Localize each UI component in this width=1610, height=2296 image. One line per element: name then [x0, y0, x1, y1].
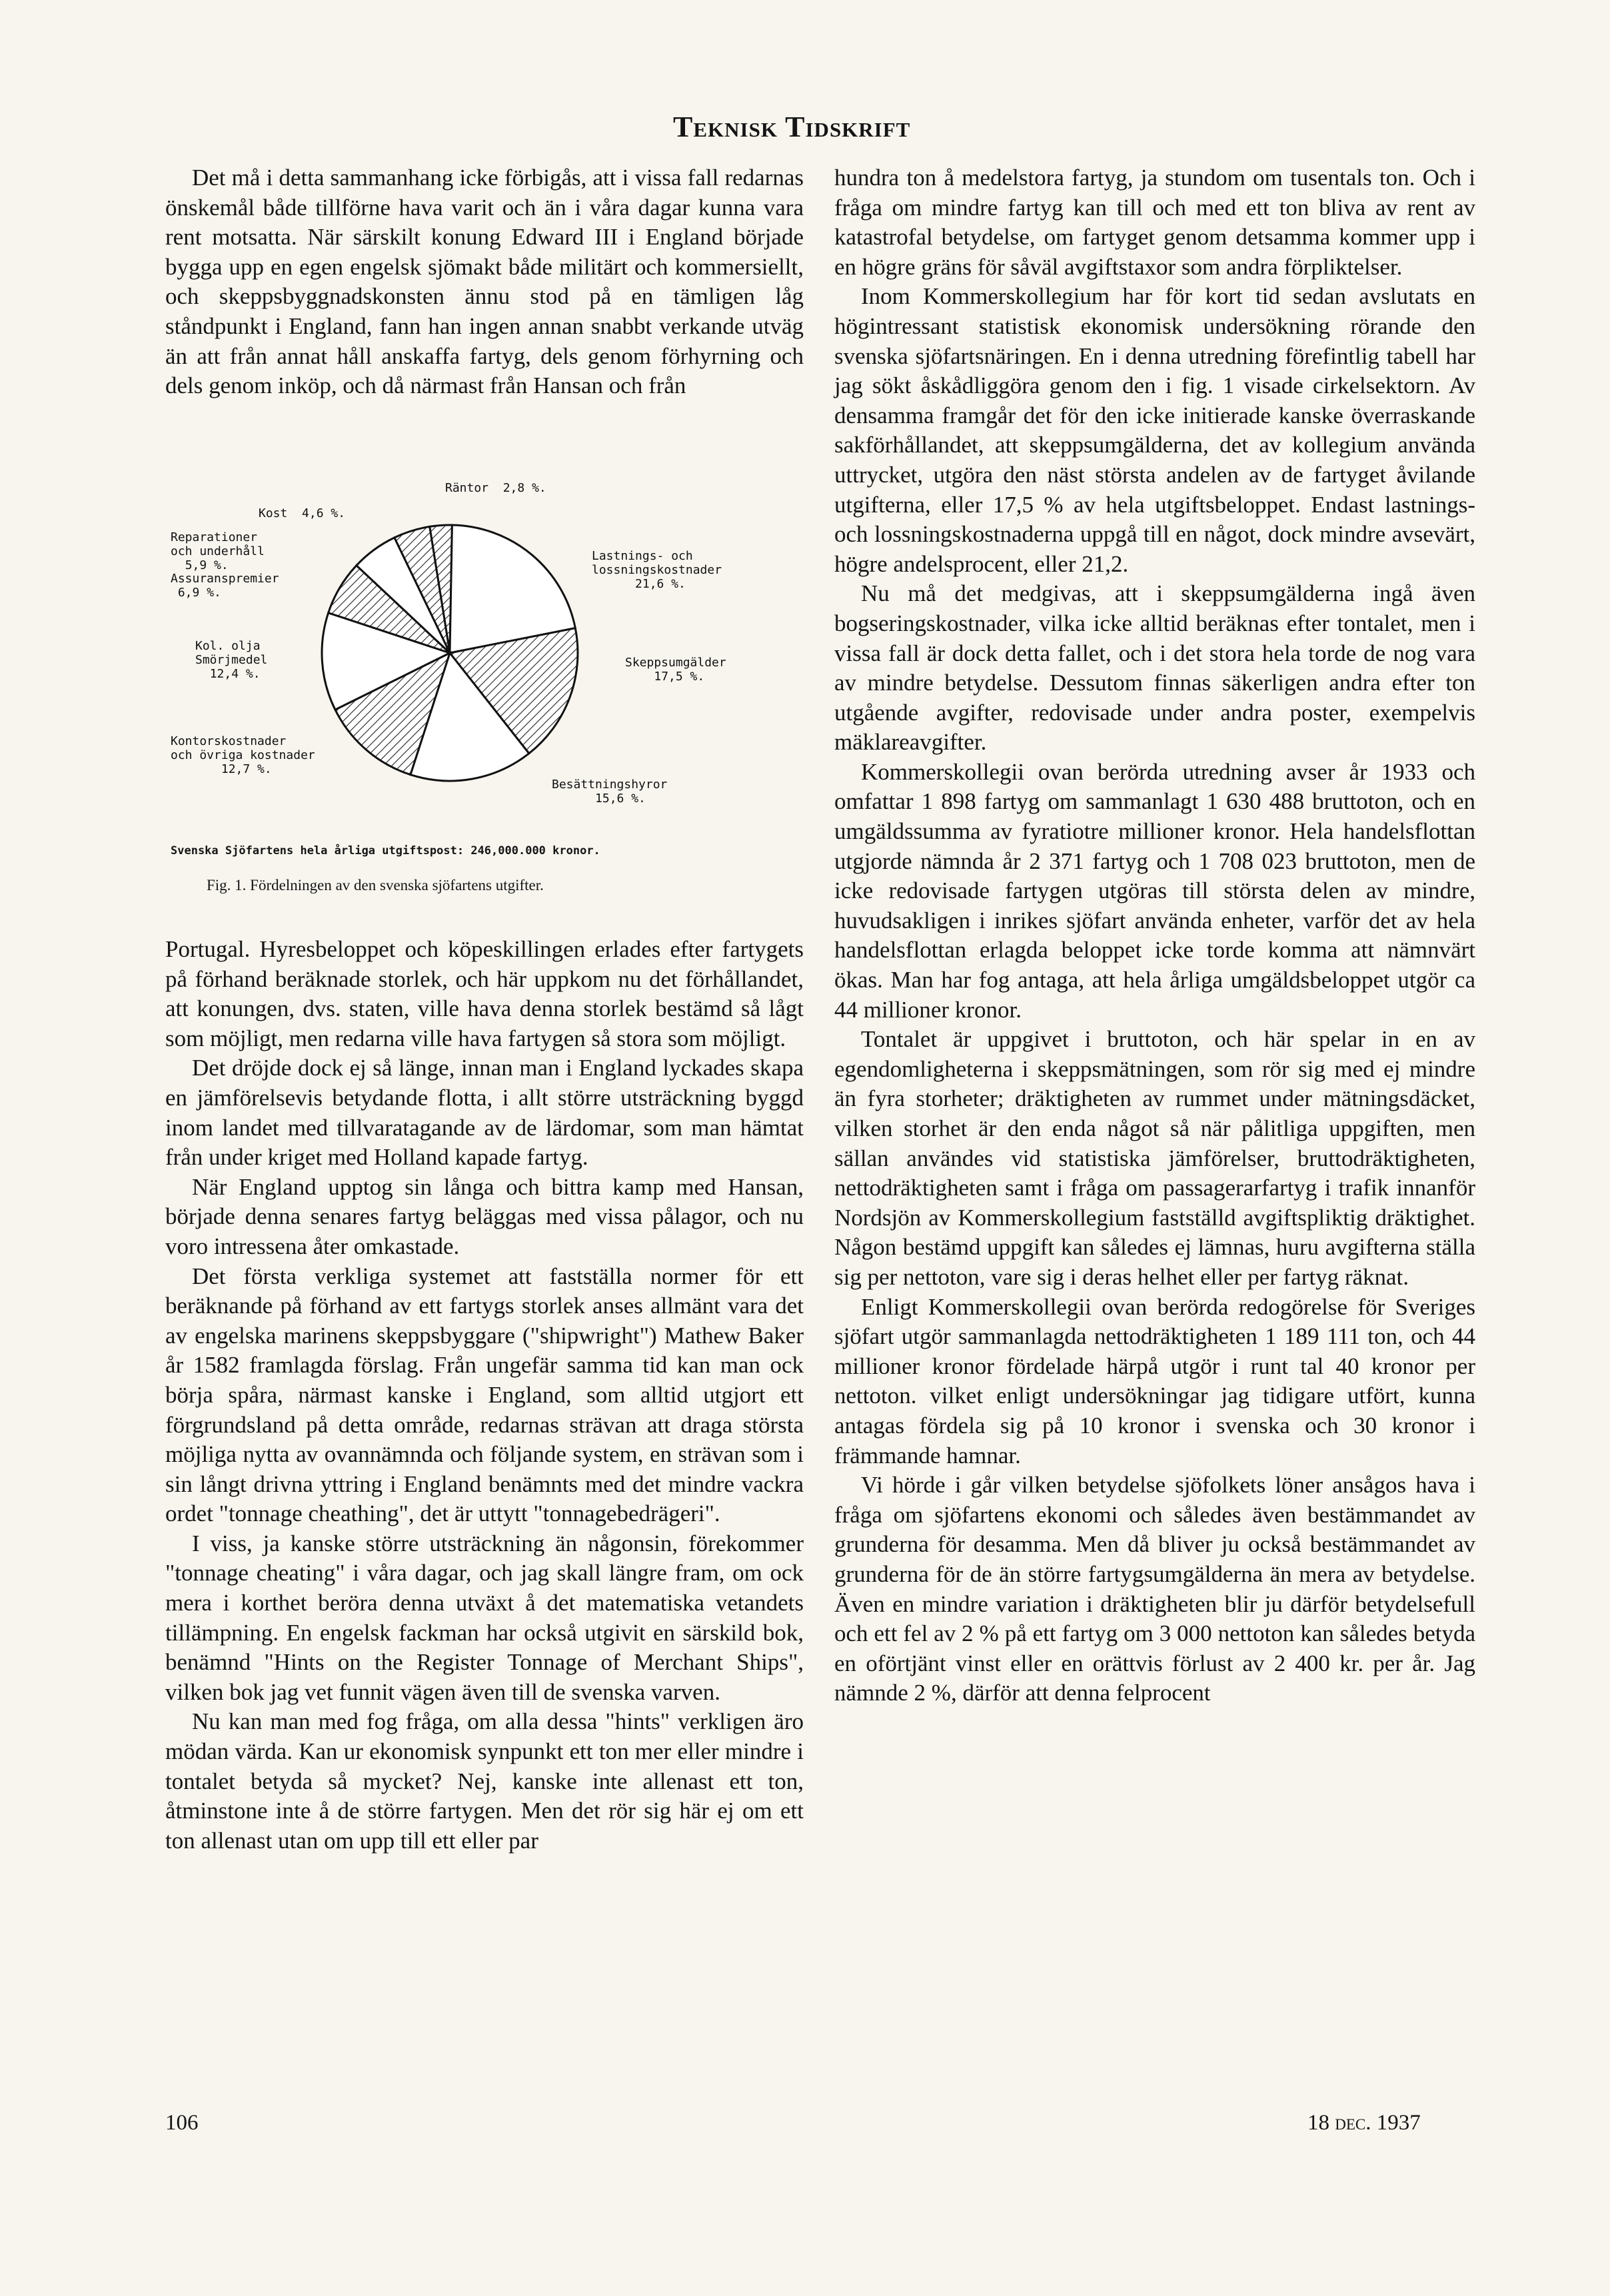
label-assurans: Assuranspremier 6,9 %.: [171, 572, 279, 600]
paragraph: hundra ton å medelstora fartyg, ja stundom om tusentals ton. Och i fråga om mindre fartyg kan till och med ett ton bliva av rent av katastrofal betydelse, om fartyget genom detsamma kommer upp i en högre gräns för såväl avgiftstaxor som andra förpliktelser.: [834, 165, 1475, 280]
paragraph: Portugal. Hyresbeloppet och köpeskillingen erlades efter fartygets på förhand beräknade storlek, och här uppkom nu det förhållandet, att konungen, dvs. staten, ville hava denna storlek bestämd så lågt som möjligt, men redarna ville hava fartygen så stora som möjligt.: [165, 936, 804, 1051]
paragraph: Det första verkliga systemet att fastställa normer för ett beräknande på förhand av ett fartygs storlek anses allmänt vara det av engelska marinens skeppsbyggare ("shipwright") Mathew Baker år 1582 framlagda förslag. Från ungefär samma tid kan man ock börja spåra, närmast kanske i England, som alltid utgjort ett förgrundsland på detta område, redarnas strävan att draga största möjliga nytta av ovannämnda och följande system, en strävan som i sin långt drivna yttring i England benämnts med det mindre vackra ordet "tonnage cheathing", det är uttytt "tonnagebedrägeri".: [165, 1263, 804, 1527]
paragraph: Kommerskollegii ovan berörda utredning avser år 1933 och omfattar 1 898 fartyg om sammanlagt 1 630 488 bruttoton, och en umgäldssumma av fyratiotre millioner kronor. Hela handelsflottan utgjorde nämnda år 2 371 fartyg och 1 708 023 bruttoton, men de icke redovisade fartygen utgöras till största delen av mindre, huvudsakligen i inrikes sjöfart använda enheter, varför det av hela handelsflottan erlagda beloppet icke torde komma att nämnvärt ökas. Man har fog antaga, att hela årliga umgäldsbeloppet utgör ca 44 millioner kronor.: [834, 758, 1475, 1023]
running-head: Teknisk Tidskrift: [673, 111, 911, 143]
label-besattning: Besättningshyror 15,6 %.: [552, 778, 668, 806]
paragraph: Det dröjde dock ej så länge, innan man i England lyckades skapa en jämförelsevis betydande flotta, i allt större utsträckning byggd inom landet med tillvaratagande av de lärdomar, som man hämtat från under kriget med Holland kapade fartyg.: [165, 1055, 804, 1171]
paragraph: Vi hörde i går vilken betydelse sjöfolkets löner ansågos hava i fråga om sjöfartens ekonomi och således även bestämmandet av grunderna för desamma. Men då bliver ju också bestämmandet av grunderna för de än större fartygsumgälderna än mera av betydelse. Även en mindre variation i dräktigheten blir ju därför betydelsefull och ett fel av 2 % på ett fartyg om 3 000 nettoton kan således betyda en oförtjänt vinst eller en orättvis förlust av 2 400 kr. per år. Jag nämnde 2 %, därför att denna felprocent: [834, 1472, 1475, 1706]
issue-date: 18 dec. 1937: [1307, 2111, 1421, 2135]
label-skeppsumgalder: Skeppsumgälder 17,5 %.: [625, 656, 726, 684]
label-lastning: Lastnings- och lossningskostnader 21,6 %.: [592, 549, 722, 591]
label-kontor: Kontorskostnader och övriga kostnader 12,7 %.: [171, 734, 315, 776]
paragraph: I viss, ja kanske större utsträckning än någonsin, förekommer "tonnage cheating" i våra dagar, och jag skall längre fram, om ock mera i korthet beröra denna utväxt å det matematiska vetandets tillämpning. En engelsk fackman har också utgivit en särskild bok, benämnd "Hints on the Register Tonnage of Merchant Ships", vilken bok jag vet funnit vägen även till de svenska varven.: [165, 1530, 804, 1705]
page-number: 106: [165, 2111, 199, 2135]
left-column-bottom: [165, 935, 804, 1856]
paragraph: Nu må det medgivas, att i skeppsumgälderna ingå även bogseringskostnader, vilka icke alltid beräknas efter tontalet, men i vissa fall är dock detta fallet, och i det stora hela torde de nog vara av mindre betydelse. Dessutom finnas säkerligen andra efter ton utgående avgifter, redovisade under andra poster, exempelvis mäklareavgifter.: [834, 580, 1475, 756]
chart-title: Svenska Sjöfartens hela årliga utgiftspost: 246,000.000 kronor.: [171, 844, 600, 858]
label-reparation: Reparationer och underhåll 5,9 %.: [171, 530, 265, 572]
figure-pie-chart: [165, 474, 804, 901]
figure-caption: Fig. 1. Fördelningen av den svenska sjöfartens utgifter.: [207, 877, 544, 893]
label-rantor: Räntor 2,8 %.: [445, 481, 546, 495]
paragraph: Inom Kommerskollegium har för kort tid sedan avslutats en högintressant statistisk ekonomisk undersökning rörande den svenska sjöfartsnäringen. En i denna utredning förefintlig tabell har jag sökt åskådliggöra genom den i fig. 1 visade cirkelsektorn. Av densamma framgår det för den icke initierade kanske överraskande sakförhållandet, att skeppsumgälderna, det av kollegium använda uttrycket, utgöra den näst största andelen av de fartyget åvilande utgifterna, eller 17,5 % av hela utgiftsbeloppet. Endast lastnings- och lossningskostnaderna uppgå till en något, dock mindre avsevärt, högre andelsprocent, eller 21,2.: [834, 283, 1475, 577]
right-column: [834, 163, 1475, 1708]
left-column-top: [165, 163, 804, 401]
paragraph: Tontalet är uppgivet i bruttoton, och här spelar in en av egendomligheterna i skeppsmätningen, som rör sig med ej mindre än fyra storheter; dräktigheten av rummet under mätningsdäcket, vilken storhet är den enda något så när pålitliga uppgiften, men sällan användes vid statistiska jämförelser, bruttodräktigheten, nettodräktigheten samt i fråga om passagerarfartyg i trafik innanför Nordsjön av Kommerskollegium fastställd avgiftspliktig dräktighet. Någon bestämd uppgift kan således ej lämnas, huru avgifterna ställa sig per nettoton, vare sig i deras helhet eller per fartyg räknat.: [834, 1026, 1475, 1290]
paragraph: Nu kan man med fog fråga, om alla dessa "hints" verkligen äro mödan värda. Kan ur ekonomisk synpunkt ett ton mer eller mindre i tontalet betyda så mycket? Nej, kanske inte allenast ett ton, åtminstone inte å de större fartygen. Men det rör sig här ej om ett ton allenast utan om upp till ett eller par: [165, 1708, 804, 1854]
paragraph: När England upptog sin långa och bittra kamp med Hansan, började denna senares fartyg beläggas med vissa pålagor, och nu voro intressena åter omkastade.: [165, 1173, 804, 1259]
label-kost: Kost 4,6 %.: [259, 506, 346, 520]
paragraph: Det må i detta sammanhang icke förbigås, att i vissa fall redarnas önskemål både tillförne hava varit och än i våra dagar kunna vara rent motsatta. När särskilt konung Edward III i England började bygga upp en egen engelsk sjömakt både militärt och kommersiellt, och skeppsbyggnadskonsten ännu stod på en tämligen låg ståndpunkt i England, fann han ingen annan snabbt verkande utväg än att från annat håll anskaffa fartyg, dels genom förhyrning och dels genom inköp, och då närmast från Hansan och från: [165, 165, 804, 399]
label-kol: Kol. olja Smörjmedel 12,4 %.: [195, 639, 268, 681]
paragraph: Enligt Kommerskollegii ovan berörda redogörelse för Sveriges sjöfart utgör sammanlagda nettodräktigheten 1 189 111 ton, och 44 millioner kronor fördelade härpå utgör i runt tal 40 kronor per nettoton. vilket enligt undersökningar jag tidigare utfört, kunna antagas fördela sig på 10 kronor i svenska och 30 kronor i främmande hamnar.: [834, 1293, 1475, 1468]
